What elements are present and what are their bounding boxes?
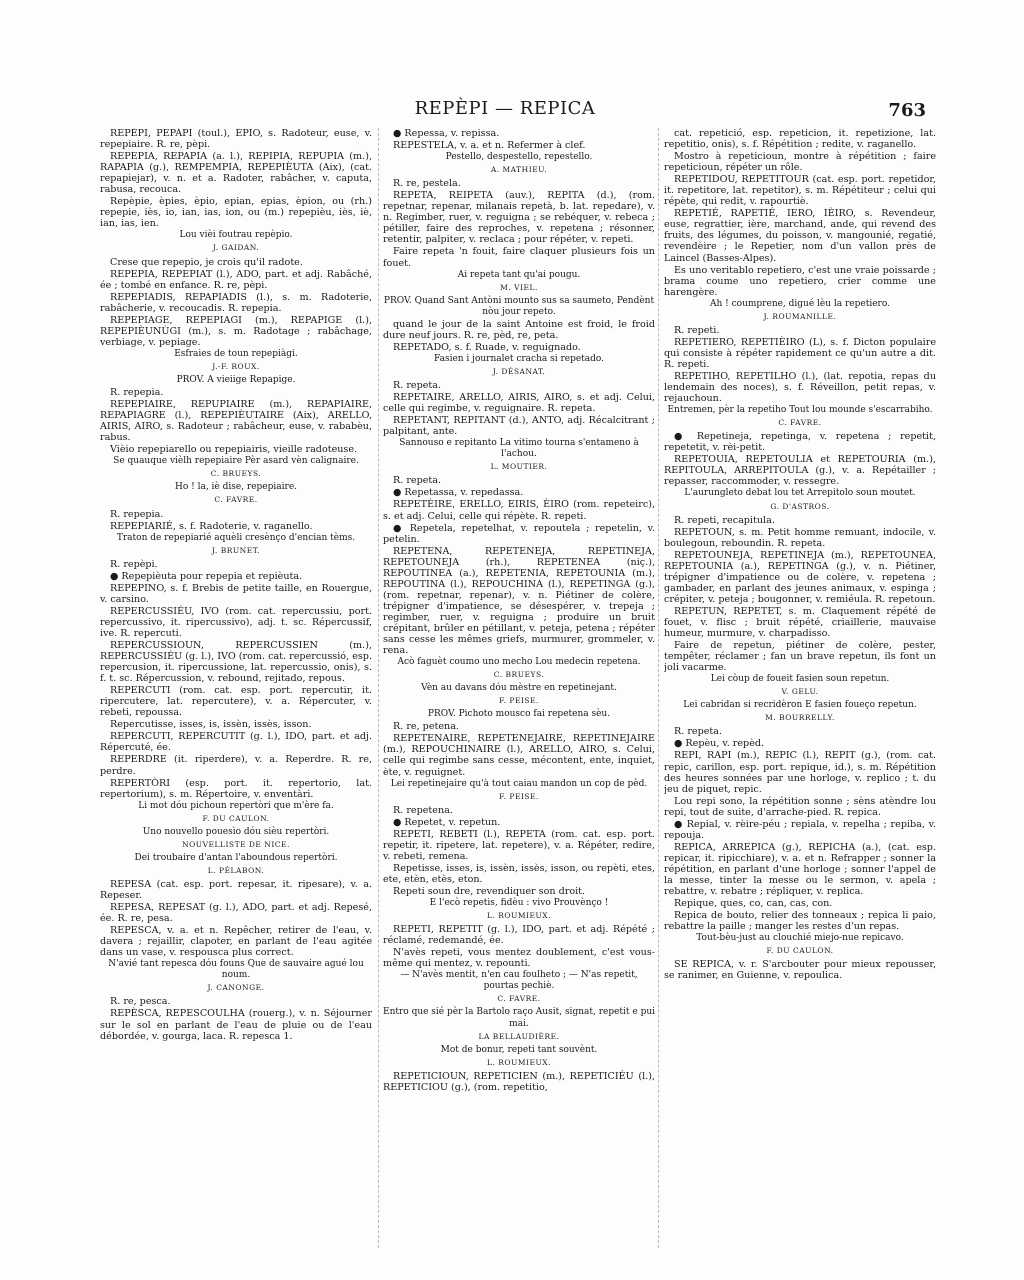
quotation: Pestello, despestello, repestello. xyxy=(445,152,593,163)
dictionary-entry: REPESCA, v. a. et n. Repêcher, retirer de l'eau, v. davera ; rejaillir, clapoter, en parlant de l'eau agitée dans un vase, v. respousca plus correct. xyxy=(100,925,372,959)
dictionary-entry: REPEPINO, s. f. Brebis de petite taille, en Rouergue, v. carsino. xyxy=(100,582,372,605)
attribution: C. FAVRE. xyxy=(214,495,258,505)
dictionary-entry: Es uno veritablo repetiero, c'est une vraie poissarde ; brama coume uno repetiero, crier comme une harengère. xyxy=(664,264,936,298)
quotation: Tout-bèu-just au clouchié miejo-nue repicavo. xyxy=(696,933,904,944)
dictionary-entry: cat. repetició, esp. repeticion, it. repetizione, lat. repetitio, onis), s. f. Répétition ; redite, v. raganello. xyxy=(664,128,936,151)
dictionary-entry: REPETI, REPETIT (g. l.), IDO, part. et adj. Répété ; réclamé, redemandé, ée. xyxy=(383,924,655,947)
dictionary-entry: R. repepia. xyxy=(110,508,164,520)
quotation: Lei repetinejaire qu'à tout caiau mandon un cop de pèd. xyxy=(390,778,648,789)
dictionary-entry: Vièio repepiarello ou repepiairis, vieille radoteuse. xyxy=(110,444,358,456)
dictionary-entry: REPETAIRE, ARELLO, AIRIS, AIRO, s. et adj. Celui, celle qui regimbe, v. reguignaire. R. repeta. xyxy=(383,392,655,415)
quotation: PROV. Quand Sant Antòni mounto sus sa saumeto, Pendènt nòu jour repeto. xyxy=(383,295,655,317)
attribution: J. BRUNET. xyxy=(212,545,260,555)
dictionary-entry: ● Repèu, v. repèd. xyxy=(674,738,765,750)
quotation: E l'ecò repetis, fidèu : vivo Prouvènço ! xyxy=(429,898,609,909)
attribution: J. ROUMANILLE. xyxy=(763,311,837,321)
dictionary-entry: R. repetena. xyxy=(393,804,453,816)
quotation: N'avié tant repesca dóu founs Que de sauvaire agué lou noum. xyxy=(108,959,364,981)
dictionary-entry: ● Repessa, v. repissa. xyxy=(393,128,500,139)
dictionary-entry: REPETÈIRE, ERELLO, EIRIS, ÈIRO (rom. repeteirc), s. et adj. Celui, celle qui répète. R. repeti. xyxy=(383,499,655,522)
attribution: J. GAIDAN. xyxy=(212,243,260,253)
dictionary-entry: Faire de repetun, piétiner de colère, pester, tempêter, réclamer ; fan un brave repetun, ils font un joli vacarme. xyxy=(664,640,936,674)
dictionary-entry: REPETADO, s. f. Ruade, v. reguignado. xyxy=(393,341,581,353)
dictionary-entry: REPÈPI, PEPÀPI (toul.), ÈPIO, s. Radoteur, euse, v. repepiaire. R. re, pèpi. xyxy=(100,128,372,151)
attribution: F. DU CAULON. xyxy=(202,813,270,823)
dictionary-entry: ● Repetassa, v. repedassa. xyxy=(393,487,524,499)
attribution: F. DU CAULON. xyxy=(766,946,834,956)
attribution: L. ROUMIEUX. xyxy=(486,1057,552,1067)
dictionary-entry: REPERTÒRI (esp. port. it. repertorio, lat. repertorium), s. m. Répertoire, v. enventàri. xyxy=(100,777,372,800)
attribution: L. MOUTIER. xyxy=(490,462,548,472)
attribution: LA BELLAUDIÈRE. xyxy=(478,1031,560,1041)
quotation: Vèn au davans dóu mèstre en repetinejant. xyxy=(421,683,617,694)
attribution: C. BRUEYS. xyxy=(210,469,262,479)
page-number: 763 xyxy=(888,100,926,121)
dictionary-entry: R. repeta. xyxy=(674,726,723,738)
quotation: Lei còup de foueit fasien soun repetun. xyxy=(710,674,890,685)
quotation: — N'avès mentit, n'en cau foulheto ; — N'as repetit, pourtas pechiè. xyxy=(400,970,638,992)
attribution: F. PEISE. xyxy=(499,791,539,801)
dictionary-entry: R. repeti. xyxy=(674,324,720,336)
attribution: J.-F. ROUX. xyxy=(212,361,260,371)
dictionary-entry: ● Repepièuta pour repepia et repièuta. xyxy=(110,570,303,582)
dictionary-entry: R. repèpi. xyxy=(110,558,158,570)
quotation: Dei troubaire d'antan l'aboundous repertòri. xyxy=(134,852,338,863)
dictionary-entry: REPETA, REIPETA (auv.), REPITA (d.), (rom. repetnar, repenar, milanais repetà, b. lat. repedare), v. n. Regimber, ruer, v. reguigna ; se rebéquer, v. rebeca ; pétiller, faire des reproches, v. repetena ; résonner, retentir, palpiter, v. reclaca ; pour répéter, v. repeti. xyxy=(383,190,655,246)
attribution: F. PEISE. xyxy=(499,696,539,706)
dictionary-entry: REPETI, REBETI (l.), REPETA (rom. cat. esp. port. repetir, it. ripetere, lat. repetere), v. a. Répéter, redire, v. rebeti, remena. xyxy=(383,828,655,862)
dictionary-entry: REPÈSCA, REPESCOULHA (rouerg.), v. n. Séjourner sur le sol en parlant de l'eau de pluie ou de l'eau débordée, v. gourga, laca. R. repesca 1. xyxy=(100,1008,372,1042)
dictionary-entry: REPEPIAIRE, REPUPIAIRE (m.), REPAPIAIRE, REPAPIAGRE (l.), REPEPIÈUTAIRE (Aix), ARELLO, AIRIS, AIRO, s. Radoteur ; rabâcheur, euse, v. rababèu, rabus. xyxy=(100,399,372,444)
column-divider xyxy=(378,128,379,1248)
dictionary-entry: ● Repetineja, repetinga, v. repetena ; repetit, repetetit, v. rèi-petit. xyxy=(664,431,936,454)
dictionary-entry: REPESA (cat. esp. port. repesar, it. ripesare), v. a. Repeser. xyxy=(100,878,372,901)
quotation: Mot de bonur, repeti tant souvènt. xyxy=(440,1044,598,1055)
dictionary-column-2 xyxy=(383,128,655,1258)
dictionary-entry: quand le jour de la saint Antoine est froid, le froid dure neuf jours. R. re, pèd, re, peta. xyxy=(383,318,655,341)
dictionary-entry: REPETIHO, REPETILHO (l.), (lat. repotia, repas du lendemain des noces), s. f. Réveillon, petit repas, v. rejauchoun. xyxy=(664,370,936,405)
quotation: Ho ! la, iè dise, repepiaire. xyxy=(174,482,298,493)
quotation: Ai repeta tant qu'ai pougu. xyxy=(457,269,581,280)
dictionary-entry: R. re, pesca. xyxy=(110,996,171,1008)
dictionary-entry: REPERCUSSIÉU, IVO (rom. cat. repercussiu, port. repercussivo, it. ripercussivo), adj. t. sc. Répercussif, ive. R. repercuti. xyxy=(100,605,372,639)
attribution: C. BRUEYS. xyxy=(493,670,545,680)
dictionary-entry: R. repepia. xyxy=(110,387,164,399)
quotation: Esfraies de toun repepiàgi. xyxy=(174,348,298,359)
dictionary-entry: N'avès repeti, vous mentez doublement, c'est vous-même qui mentez, v. repounti. xyxy=(383,947,655,970)
dictionary-entry: Repèpie, èpies, èpio, epian, epias, èpion, ou (rh.) repepie, iès, io, ian, ias, ion, ou (m.) repepièu, iès, iè, ian, ias, ien. xyxy=(100,196,372,230)
running-header: REPÈPI — REPICA xyxy=(414,98,596,119)
dictionary-entry: R. repeta. xyxy=(393,475,442,487)
quotation: Ah ! coumprene, digué lèu la repetiero. xyxy=(710,298,890,309)
attribution: J. DÉSANAT. xyxy=(492,366,546,376)
attribution: G. D'ASTROS. xyxy=(770,501,830,511)
dictionary-entry: R. re, pestela. xyxy=(393,178,461,190)
dictionary-entry: R. repeta. xyxy=(393,379,442,391)
quotation: Uno nouvello pouesìo dóu sièu repertòri. xyxy=(142,826,330,837)
dictionary-entry: REPEPIA, REPAPIA (a. l.), REPIPIA, REPUPIA (m.), RAPAPIA (g.), REMPEMPIA, REPEPIÈUTA (Aix), (cat. repapiejar), v. n. et a. Radoter, rabâcher, v. caputa, rabusa, recouca. xyxy=(100,151,372,196)
dictionary-entry: REPERCUTI, REPERCUTIT (g. l.), IDO, part. et adj. Répercuté, ée. xyxy=(100,731,372,754)
attribution: A. MATHIEU. xyxy=(490,165,548,175)
attribution: M. VIEL. xyxy=(500,282,538,292)
attribution: J. CANONGE. xyxy=(207,983,265,993)
quotation: Lou vièi foutrau repèpio. xyxy=(179,230,293,241)
attribution: C. FAVRE. xyxy=(778,418,822,428)
dictionary-entry: Crese que repepio, je crois qu'il radote. xyxy=(110,256,303,268)
dictionary-entry: REPI, RAPI (m.), REPIC (l.), REPIT (g.), (rom. cat. repic, carillon, esp. port. repique, id.), s. m. Répétition des heures sonnées par une horloge, v. replico ; t. du jeu de piquet, repic. xyxy=(664,750,936,795)
quotation: Traton de repepiarié aquèli cresènço d'encian tèms. xyxy=(116,532,356,543)
dictionary-entry: Lou repi sono, la répétition sonne ; sèns atèndre lou repi, tout de suite, d'arrache-pied. R. repica. xyxy=(664,795,936,818)
dictionary-entry: REPEPIA, REPEPIAT (l.), ADO, part. et adj. Rabâché, ée ; tombé en enfance. R. re, pèpi. xyxy=(100,268,372,291)
attribution: L. ROUMIEUX. xyxy=(486,911,552,921)
dictionary-entry: REPICA, ARREPICA (g.), REPICHA (a.), (cat. esp. repicar, it. ripicchiare), v. a. et n. Refrapper ; sonner la répétition, en parlant d'une horloge ; sonner l'appel de la messe, tinter la messe ou le sermon, v. apela ; rebattre, v. rebatre ; répliquer, v. replica. xyxy=(664,841,936,898)
dictionary-entry: Faire repeta 'n fouit, faire claquer plusieurs fois un fouet. xyxy=(383,246,655,269)
dictionary-entry: Mostro à repeticioun, montre à répétition ; faire repeticioun, répéter un rôle. xyxy=(664,151,936,174)
dictionary-entry: REPETIÉ, RAPETIÉ, IERO, IÈIRO, s. Revendeur, euse, regrattier, ière, marchand, ande, qui revend des fruits, des légumes, du poisson, v. mangounié, regatié, revendèire ; le Repetier, nom d'un vallon près de Laincel (Basses-Alpes). xyxy=(664,208,936,264)
column-divider xyxy=(658,128,659,1248)
dictionary-entry: REPESTELA, v. a. et n. Refermer à clef. xyxy=(393,140,586,152)
dictionary-entry: REPETICIOUN, REPETICIEN (m.), REPETICIÉU (l.), REPETICIOU (g.), (rom. repetitio, xyxy=(383,1070,655,1093)
quotation: Li mot dóu pichoun repertòri que m'ère fa. xyxy=(138,800,334,811)
dictionary-entry: R. re, petena. xyxy=(393,721,459,733)
attribution: NOUVELLISTE DE NICE. xyxy=(182,839,290,849)
dictionary-entry: REPETENAIRE, REPETENEJAIRE, REPETINEJAIRE (m.), REPOUCHINAIRE (l.), ARELLO, AIRO, s. Celui, celle qui regimbe sans cesse, mécontent, ente, inquiet, ète, v. reguignet. xyxy=(383,733,655,778)
attribution: M. BOURRELLY. xyxy=(765,713,835,723)
dictionary-column-1 xyxy=(100,128,372,1258)
dictionary-entry: Repique, ques, co, can, cas, con. xyxy=(674,898,833,910)
dictionary-entry: REPERCUSSIOUN, REPERCUSSIEN (m.), REPERCUSSIÉU (g. l.), IVO (rom. cat. repercussió, esp. repercusion, it. ripercussione, lat. repercussio, onis), s. f. t. sc. Répercussion, v. rebound, rejitado, repous. xyxy=(100,640,372,685)
dictionary-entry: REPESA, REPESAT (g. l.), ADO, part. et adj. Repesé, ée. R. re, pesa. xyxy=(100,902,372,925)
quotation: Se quauque vièlh repepiaire Pèr asard vèn calignaire. xyxy=(113,456,359,467)
quotation: Sannouso e repitanto La vitimo tourna s'entameno à l'achou. xyxy=(399,438,639,460)
dictionary-entry: Repica de bouto, relier des tonneaux ; repica li paio, rebattre la paille ; manger les restes d'un repas. xyxy=(664,910,936,933)
dictionary-entry: REPETOUN, s. m. Petit homme remuant, indocile, v. boulegoun, reboundin. R. repeta. xyxy=(664,526,936,549)
dictionary-entry: REPEPIADIS, REPAPIADIS (l.), s. m. Radoterie, rabâcherie, v. recoucadis. R. repepia. xyxy=(100,291,372,314)
dictionary-entry: REPETOUIA, REPETOULIA et REPETOURIA (m.), REPITOULA, ARREPITOULA (g.), v. a. Repétailler ; repasser, raccommoder, v. ressegre. xyxy=(664,454,936,488)
attribution: C. FAVRE. xyxy=(497,994,541,1004)
dictionary-entry: REPETANT, REPITANT (d.), ANTO, adj. Récalcitrant ; palpitant, ante. xyxy=(383,415,655,438)
dictionary-entry: R. repeti, recapitula. xyxy=(674,514,775,526)
dictionary-entry: REPETIDOU, REPETITOUR (cat. esp. port. repetidor, it. repetitore, lat. repetitor), s. m. Répétiteur ; celui qui répète, qui redit, v. rapourtiè. xyxy=(664,174,936,208)
quotation: L'aurungleto debat lou tet Arrepitolo soun moutet. xyxy=(684,488,916,499)
dictionary-entry: SE REPICA, v. r. S'arcbouter pour mieux repousser, se ranimer, en Guienne, v. repoulica. xyxy=(664,959,936,982)
dictionary-entry: REPERCUTI (rom. cat. esp. port. repercutir, it. ripercutere, lat. repercutere), v. a. Répercuter, v. rebeti, repoussa. xyxy=(100,685,372,719)
dictionary-entry: REPETIERO, REPETIÈIRO (L), s. f. Dicton populaire qui consiste à répéter rapidement ce qu'un autre a dit. R. repeti. xyxy=(664,336,936,370)
quotation: Lei cabridan si recridèron E fasien foueço repetun. xyxy=(683,700,917,711)
dictionary-entry: Repeti soun dre, revendiquer son droit. xyxy=(393,886,586,897)
quotation: Acò faguèt coumo uno mecho Lou medecin repetena. xyxy=(397,657,641,668)
dictionary-entry: REPEPIARIÉ, s. f. Radoterie, v. raganello. xyxy=(110,520,313,532)
dictionary-entry: ● Repetet, v. repetun. xyxy=(393,816,501,828)
dictionary-entry: ● Repial, v. rèire-péu ; repiala, v. repelha ; repiba, v. repouja. xyxy=(664,818,936,841)
dictionary-entry: REPEPIAGE, REPEPIAGI (m.), REPAPIGE (l.), REPEPIÈUNÙGI (m.), s. m. Radotage ; rabâchage, verbiage, v. pepiage. xyxy=(100,314,372,348)
quotation: Fasien i journalet cracha si repetado. xyxy=(433,353,605,364)
dictionary-entry: REPERDRE (it. riperdere), v. a. Reperdre. R. re, perdre. xyxy=(100,754,372,777)
dictionary-entry: ● Repetela, repetelhat, v. repoutela ; repetelin, v. petelin. xyxy=(383,522,655,545)
dictionary-entry: Repetisse, isses, is, issèn, issès, isson, ou repèti, etes, ete, etèn, etès, eton. xyxy=(383,862,655,885)
dictionary-entry: REPETUN, REPETET, s. m. Claquement répété de fouet, v. flisc ; bruit répété, criaillerie, mauvaise humeur, murmure, v. charpadisso. xyxy=(664,605,936,640)
attribution: V. GELU. xyxy=(781,687,819,697)
dictionary-entry: REPETENA, REPETENEJA, REPETINEJA, REPETOUNEJA (rh.), REPETENEA (niç.), REPOUTINEA (a.), REPETENIA, REPETOUNIA (m.), REPOUTINA (l.), REPOUCHINA (l.), REPETINGA (g.), (rom. repetnar, repenar), v. n. Piétiner de colère, trépigner d'impatience, se désespérer, v. trepeja ; regimber, ruer, v. reguigna ; produire un bruit crépitant, brûler en pétillant, v. peteja, petena ; répéter sans cesse les mêmes griefs, murmurer, grommeler, v. rena. xyxy=(383,545,655,657)
quotation: Entremen, pèr la repetiho Tout lou mounde s'escarrabiho. xyxy=(667,405,933,416)
dictionary-entry: Repercutisse, isses, is, issèn, issès, isson. xyxy=(110,719,312,731)
quotation: PROV. A vieiige Repapige. xyxy=(176,374,296,385)
quotation: PROV. Pichoto mousco fai repetena sèu. xyxy=(427,709,611,720)
dictionary-column-3 xyxy=(664,128,936,1258)
dictionary-entry: REPETOUNEJA, REPETINEJA (m.), REPETOUNEA, REPETOUNIA (a.), REPETINGA (g.), v. n. Piétiner, trépigner d'impatience ou de colère, v. repetena ; gambader, en parlant des jeunes animaux, v. espinga ; crépiter, v. peteja ; bougonner, v. remiéula. R. repetoun. xyxy=(664,549,936,605)
attribution: L. PÉLABON. xyxy=(207,865,265,875)
quotation: Entro que sié pèr la Bartolo raço Ausit, signat, repetit e pui mai. xyxy=(383,1007,655,1029)
